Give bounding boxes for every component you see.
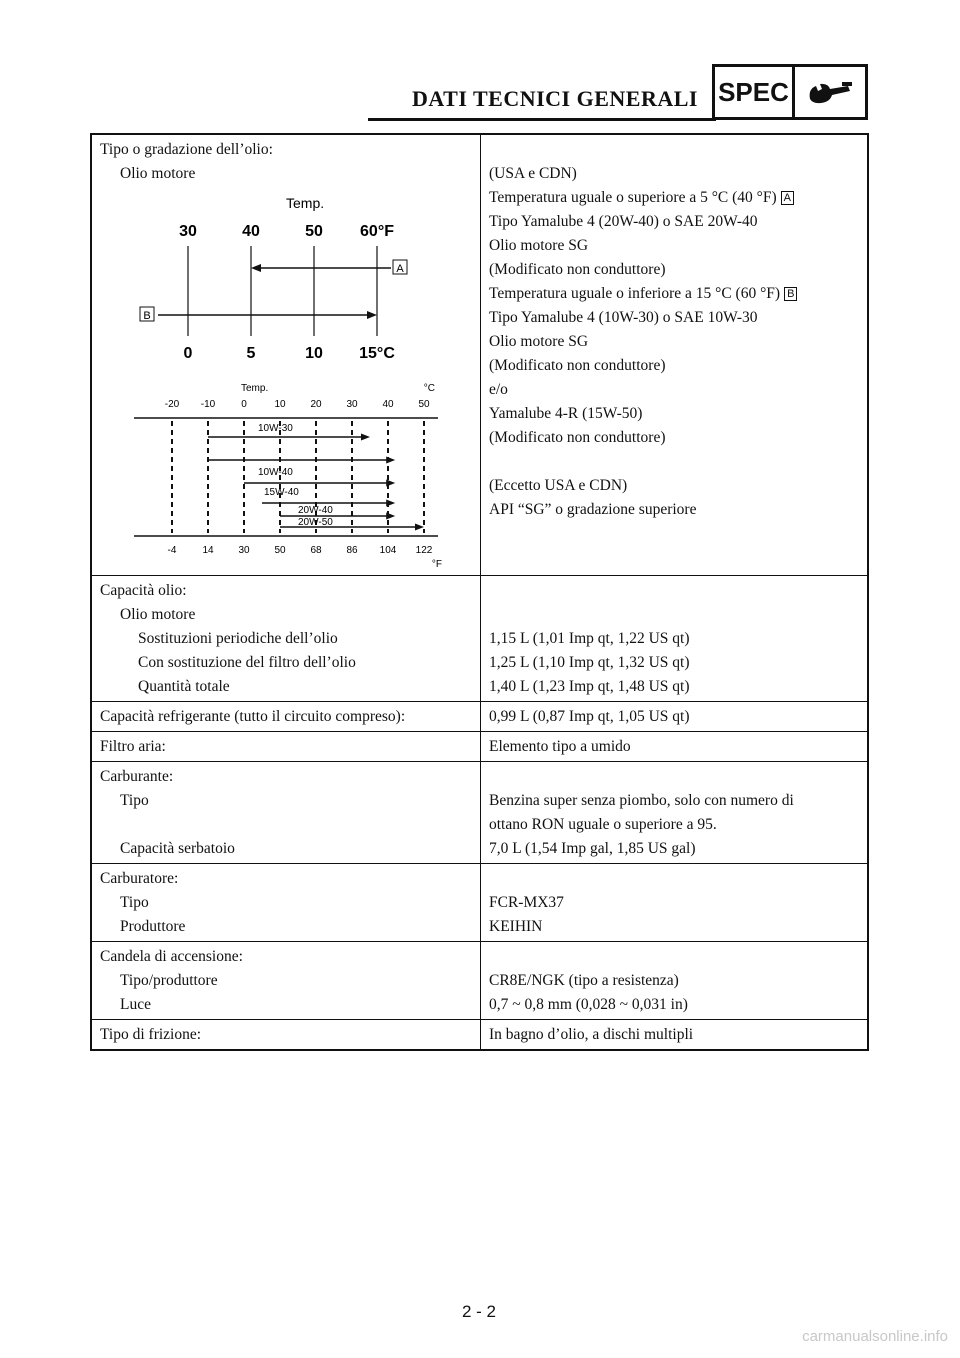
row-value: 1,15 L (1,01 Imp qt, 1,22 US qt) bbox=[489, 630, 690, 647]
row-label: Capacità refrigerante (tutto il circuito compreso): bbox=[91, 702, 481, 732]
row-value: 1,40 L (1,23 Imp qt, 1,48 US qt) bbox=[489, 678, 690, 695]
range-label: 20W-40 bbox=[298, 505, 333, 516]
row-value: Benzina super senza piombo, solo con numero di bbox=[489, 792, 794, 809]
top-tick-label: 40 bbox=[382, 399, 394, 410]
row-value: Elemento tipo a umido bbox=[481, 732, 869, 762]
bottom-tick-label: 14 bbox=[202, 545, 214, 556]
oil-line: (Eccetto USA e CDN) bbox=[489, 477, 628, 494]
row-value: 1,25 L (1,10 Imp qt, 1,32 US qt) bbox=[489, 654, 690, 671]
coolant-row bbox=[91, 702, 868, 732]
marker-a: A bbox=[781, 191, 794, 205]
spark-plug-row bbox=[91, 942, 868, 1020]
top-tick-label: -20 bbox=[164, 399, 180, 410]
range-arrowhead bbox=[361, 434, 370, 441]
oil-line-blank bbox=[489, 450, 859, 474]
row-value: 7,0 L (1,54 Imp gal, 1,85 US gal) bbox=[489, 840, 696, 857]
wrench-icon bbox=[795, 67, 865, 117]
row-value: In bagno d’olio, a dischi multipli bbox=[481, 1020, 869, 1051]
oil-line: API “SG” o gradazione superiore bbox=[489, 501, 697, 518]
row-label: Olio motore bbox=[120, 606, 196, 623]
oil-type-row bbox=[91, 134, 868, 576]
chart-title: Temp. bbox=[241, 383, 269, 394]
bottom-tick-label: 86 bbox=[346, 545, 358, 556]
title-underline bbox=[368, 118, 716, 121]
row-value: ottano RON uguale o superiore a 95. bbox=[489, 816, 717, 833]
oil-type-sublabel: Olio motore bbox=[120, 165, 196, 182]
range-label: 10W-40 bbox=[258, 467, 293, 478]
row-label: Carburatore: bbox=[100, 870, 179, 887]
spec-table bbox=[90, 133, 869, 1051]
range-arrowhead bbox=[386, 457, 395, 464]
range-arrowhead bbox=[415, 524, 424, 531]
top-tick-label: 0 bbox=[241, 399, 247, 410]
oil-line: Tipo Yamalube 4 (20W-40) o SAE 20W-40 bbox=[489, 213, 758, 230]
range-marker-label: B bbox=[143, 310, 151, 322]
bottom-tick-label: 122 bbox=[415, 545, 433, 556]
range-arrowhead bbox=[386, 500, 395, 507]
range-arrowhead bbox=[367, 311, 377, 319]
top-tick-label: 10 bbox=[274, 399, 286, 410]
bottom-tick-label: 5 bbox=[246, 345, 256, 362]
bottom-tick-label: 10 bbox=[305, 345, 323, 362]
row-value: 0,99 L (0,87 Imp qt, 1,05 US qt) bbox=[481, 702, 869, 732]
row-label: Sostituzioni periodiche dell’olio bbox=[138, 630, 338, 647]
row-label: Tipo bbox=[120, 894, 149, 911]
top-tick-label: 40 bbox=[242, 223, 260, 240]
oil-capacity-row bbox=[91, 576, 868, 702]
row-label: Filtro aria: bbox=[91, 732, 481, 762]
oil-line: Olio motore SG bbox=[489, 237, 589, 254]
bottom-tick-label: 104 bbox=[379, 545, 397, 556]
row-value: FCR-MX37 bbox=[489, 894, 564, 911]
oil-line: Olio motore SG bbox=[489, 333, 589, 350]
viscosity-chart bbox=[100, 373, 440, 573]
clutch-row bbox=[91, 1020, 868, 1051]
bottom-unit-label: °F bbox=[431, 559, 442, 570]
oil-line: (Modificato non conduttore) bbox=[489, 429, 666, 446]
row-label: Tipo/produttore bbox=[120, 972, 218, 989]
bottom-tick-label: 0 bbox=[183, 345, 193, 362]
bottom-tick-label: -4 bbox=[167, 545, 177, 556]
carburetor-row bbox=[91, 864, 868, 942]
oil-line: (Modificato non conduttore) bbox=[489, 261, 666, 278]
page-title: DATI TECNICI GENERALI bbox=[412, 86, 698, 111]
row-label: Capacità serbatoio bbox=[120, 840, 235, 857]
row-label: Tipo bbox=[120, 792, 149, 809]
oil-line: Temperatura uguale o superiore a 5 °C (40 °F) A bbox=[489, 186, 859, 210]
air-filter-row bbox=[91, 732, 868, 762]
row-label: Carburante: bbox=[100, 768, 174, 785]
spec-badge bbox=[712, 64, 868, 120]
range-arrowhead bbox=[251, 264, 261, 272]
row-label: Produttore bbox=[120, 918, 186, 935]
range-label: 15W-40 bbox=[264, 487, 299, 498]
top-tick-label: 50 bbox=[305, 223, 323, 240]
bottom-tick-label: 30 bbox=[238, 545, 250, 556]
row-label: Luce bbox=[120, 996, 151, 1013]
bottom-tick-label: 50 bbox=[274, 545, 286, 556]
chart-title: Temp. bbox=[286, 195, 325, 211]
oil-line: Tipo Yamalube 4 (10W-30) o SAE 10W-30 bbox=[489, 309, 758, 326]
row-label: Con sostituzione del filtro dell’olio bbox=[138, 654, 356, 671]
oil-type-label: Tipo o gradazione dell’olio: bbox=[100, 141, 273, 158]
top-tick-label: 60°F bbox=[360, 223, 394, 240]
top-tick-label: 20 bbox=[310, 399, 322, 410]
oil-type-label-cell bbox=[91, 134, 481, 576]
oil-type-value-cell bbox=[481, 134, 869, 576]
fuel-row bbox=[91, 762, 868, 864]
top-unit-label: °C bbox=[423, 383, 435, 394]
bottom-tick-label: 15°C bbox=[359, 345, 395, 362]
top-tick-label: 30 bbox=[179, 223, 197, 240]
range-arrowhead bbox=[386, 513, 395, 520]
oil-line: e/o bbox=[489, 381, 508, 398]
top-tick-label: -10 bbox=[200, 399, 216, 410]
page-number: 2 - 2 bbox=[462, 1302, 497, 1321]
row-label: Tipo di frizione: bbox=[91, 1020, 481, 1051]
spec-label: SPEC bbox=[715, 67, 795, 117]
oil-line: (USA e CDN) bbox=[489, 165, 577, 182]
oil-line: Yamalube 4-R (15W-50) bbox=[489, 405, 643, 422]
row-label: Candela di accensione: bbox=[100, 948, 243, 965]
range-label: 10W-30 bbox=[258, 423, 293, 434]
top-tick-label: 30 bbox=[346, 399, 358, 410]
top-tick-label: 50 bbox=[418, 399, 430, 410]
watermark: carmanualsonline.info bbox=[802, 1328, 948, 1345]
bottom-tick-label: 68 bbox=[310, 545, 322, 556]
row-label: Capacità olio: bbox=[100, 582, 187, 599]
oil-line: (Modificato non conduttore) bbox=[489, 357, 666, 374]
range-marker-label: A bbox=[396, 263, 404, 275]
marker-b: B bbox=[784, 287, 797, 301]
range-label: 20W-50 bbox=[298, 517, 333, 528]
range-arrowhead bbox=[386, 480, 395, 487]
temperature-chart-usa bbox=[100, 188, 440, 363]
row-label: Quantità totale bbox=[138, 678, 230, 695]
row-value: 0,7 ~ 0,8 mm (0,028 ~ 0,031 in) bbox=[489, 996, 688, 1013]
oil-line: Temperatura uguale o inferiore a 15 °C (60 °F) B bbox=[489, 282, 859, 306]
row-value: KEIHIN bbox=[489, 918, 543, 935]
row-value: CR8E/NGK (tipo a resistenza) bbox=[489, 972, 679, 989]
